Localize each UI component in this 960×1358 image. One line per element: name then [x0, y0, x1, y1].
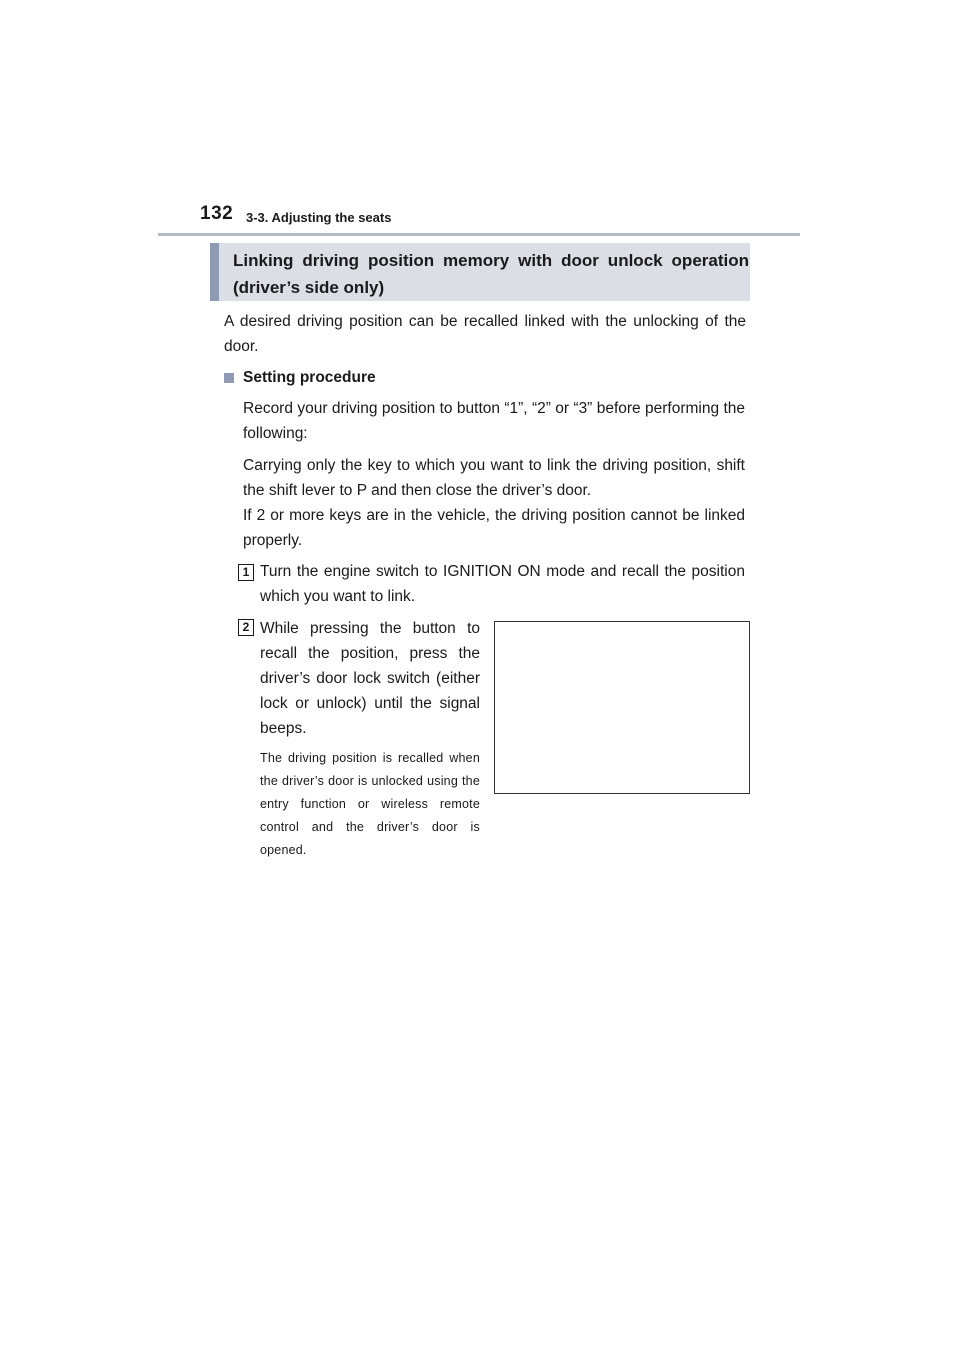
procedure-paragraph-2: Carrying only the key to which you want to link the driving position, shift the shift lever to P and then close the driver’s door.: [243, 457, 745, 499]
intro-paragraph: A desired driving position can be recalled linked with the unlocking of the door.: [224, 313, 746, 355]
section-heading-box: [210, 243, 750, 301]
setting-procedure-heading: [224, 365, 376, 390]
step-1-text: Turn the engine switch to IGNITION ON mode and recall the position which you want to link.: [260, 563, 745, 605]
step-2-text: While pressing the button to recall the position, press the driver’s door lock switch (either lock or unlock) until the signal beeps.: [260, 620, 480, 737]
setting-procedure-title: Setting procedure: [243, 369, 376, 386]
section-heading: Linking driving position memory with door unlock operation (driver’s side only): [233, 251, 749, 297]
procedure-paragraph-3: If 2 or more keys are in the vehicle, the driving position cannot be linked properly.: [243, 507, 745, 549]
page-number: 132: [200, 203, 234, 224]
step-1-number-badge: 1: [238, 564, 254, 581]
step-2-number-badge: 2: [238, 619, 254, 636]
step-2-note: The driving position is recalled when the driver’s door is unlocked using the entry function or wireless remote control and the driver’s door is opened.: [260, 751, 480, 857]
header-divider: [158, 233, 800, 236]
square-bullet-icon: [224, 373, 234, 383]
procedure-paragraph-1: Record your driving position to button “1”, “2” or “3” before performing the following:: [243, 400, 745, 442]
section-title: 3-3. Adjusting the seats: [246, 210, 392, 225]
illustration-placeholder: [494, 621, 750, 794]
